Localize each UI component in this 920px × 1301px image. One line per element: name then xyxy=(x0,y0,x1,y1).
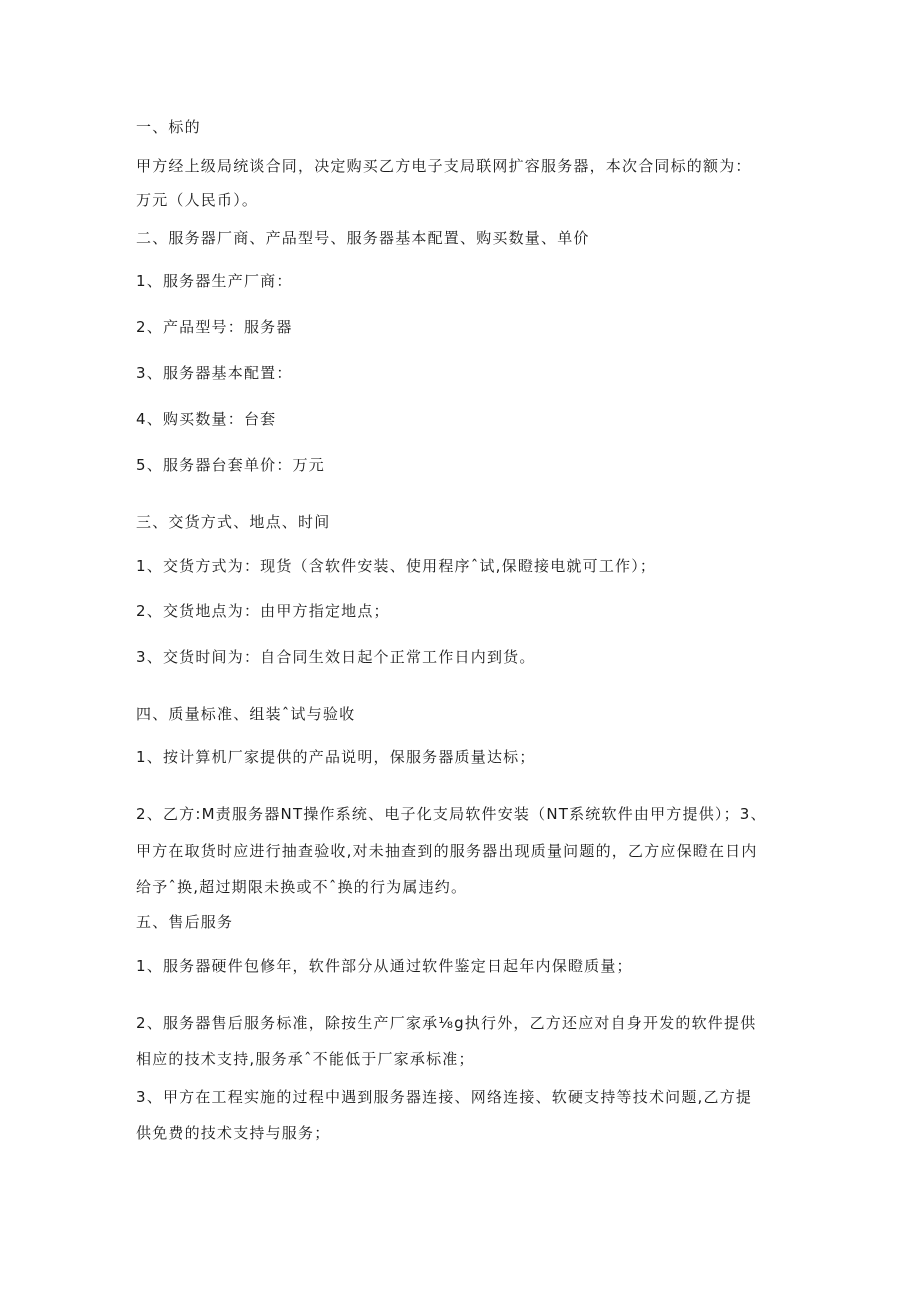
paragraph-line: 万元（人民币）。 xyxy=(136,191,259,209)
list-item: 3、交货时间为：自合同生效日起个正常工作日内到货。 xyxy=(136,648,536,666)
paragraph-line: 给予ˆ换,超过期限未换或不ˆ换的行为属违约。 xyxy=(136,878,468,896)
paragraph-line: 相应的技术支持,服务承ˆ不能低于厂家承标准； xyxy=(136,1050,475,1068)
list-item: 1、按计算机厂家提供的产品说明，保服务器质量达标； xyxy=(136,748,536,766)
list-item: 2、服务器售后服务标准，除按生产厂家承⅛g执行外，乙方还应对自身开发的软件提供 xyxy=(136,1014,757,1032)
paragraph-line: 甲方经上级局统谈合同，决定购买乙方电子支局联网扩容服务器，本次合同标的额为： xyxy=(136,157,752,175)
list-item: 5、服务器台套单价：万元 xyxy=(136,456,325,474)
section-heading-3: 三、交货方式、地点、时间 xyxy=(136,513,331,531)
list-item: 2、乙方:M责服务器NT操作系统、电子化支局软件安装（NT系统软件由甲方提供）；3、 xyxy=(136,805,767,823)
section-heading-4: 四、质量标准、组装ˆ试与验收 xyxy=(136,705,356,723)
list-item: 4、购买数量：台套 xyxy=(136,410,277,428)
list-item: 1、服务器硬件包修年，软件部分从通过软件鉴定日起年内保瞪质量； xyxy=(136,957,633,975)
paragraph-line: 甲方在取货时应进行抽查验收,对未抽查到的服务器出现质量问题的，乙方应保瞪在日内 xyxy=(136,842,758,860)
section-heading-5: 五、售后服务 xyxy=(136,913,234,931)
list-item: 2、交货地点为：由甲方指定地点； xyxy=(136,602,390,620)
section-heading-1: 一、标的 xyxy=(136,118,201,136)
list-item: 3、服务器基本配置： xyxy=(136,364,293,382)
list-item: 3、甲方在工程实施的过程中遇到服务器连接、网络连接、软硬支持等技术问题,乙方提 xyxy=(136,1088,753,1106)
list-item: 1、服务器生产厂商： xyxy=(136,272,293,290)
list-item: 2、产品型号：服务器 xyxy=(136,318,293,336)
list-item: 1、交货方式为：现货（含软件安装、使用程序ˆ试,保瞪接电就可工作）； xyxy=(136,557,657,575)
paragraph-line: 供免费的技术支持与服务； xyxy=(136,1124,331,1142)
section-heading-2: 二、服务器厂商、产品型号、服务器基本配置、购买数量、单价 xyxy=(136,229,590,247)
